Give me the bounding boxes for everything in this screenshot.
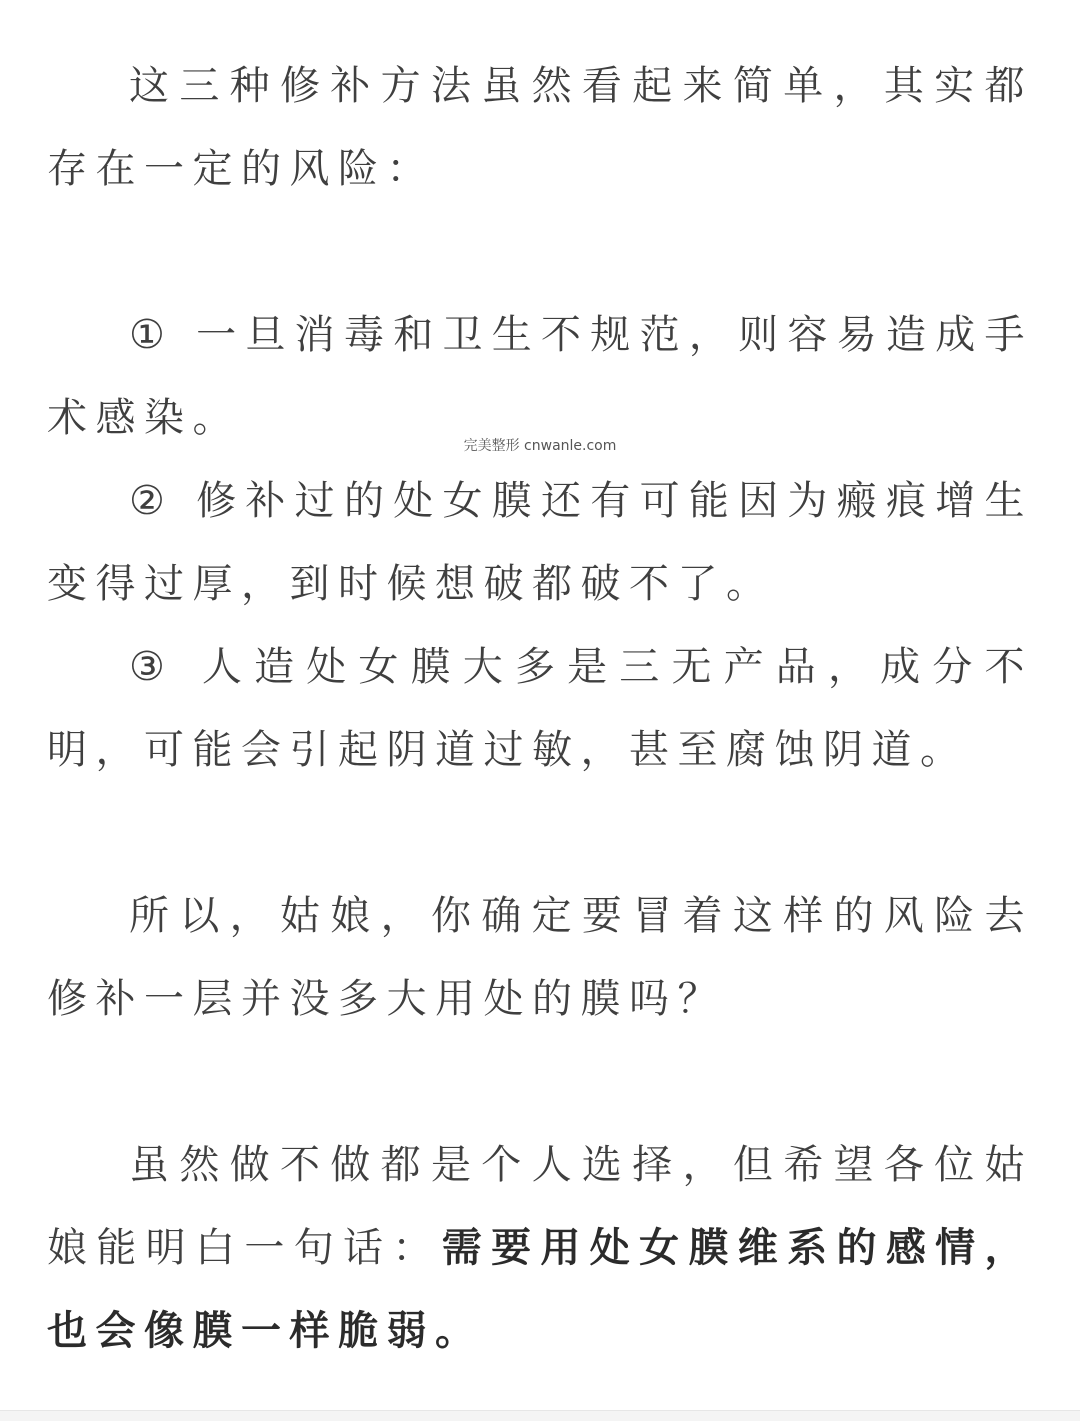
spacer	[47, 211, 1033, 294]
paragraph-question: 所以，姑娘，你确定要冒着这样的风险去修补一层并没多大用处的膜吗？	[47, 893, 1033, 1022]
closing-emphasis: 需要用处女膜维系的感情，也会像膜一样脆弱。	[47, 1225, 1034, 1354]
spacer	[47, 792, 1033, 875]
paragraph-closing	[47, 1124, 1033, 1373]
closing-text: 虽然做不做都是个人选择，但希望各位姑娘能明白一句话：	[47, 1142, 1033, 1271]
paragraph-risk-2: ② 修补过的处女膜还有可能因为瘢痕增生变得过厚，到时候想破都破不了。	[47, 478, 1033, 607]
spacer	[47, 1041, 1033, 1124]
article-body	[47, 45, 1033, 1373]
bottom-divider	[0, 1410, 1080, 1421]
paragraph-risk-3: ③ 人造处女膜大多是三无产品，成分不明，可能会引起阴道过敏，甚至腐蚀阴道。	[47, 644, 1033, 773]
paragraph-risk-1: ① 一旦消毒和卫生不规范，则容易造成手术感染。	[47, 312, 1033, 441]
watermark: 完美整形 cnwanle.com	[463, 438, 617, 454]
paragraph-intro: 这三种修补方法虽然看起来简单，其实都存在一定的风险：	[47, 63, 1033, 192]
